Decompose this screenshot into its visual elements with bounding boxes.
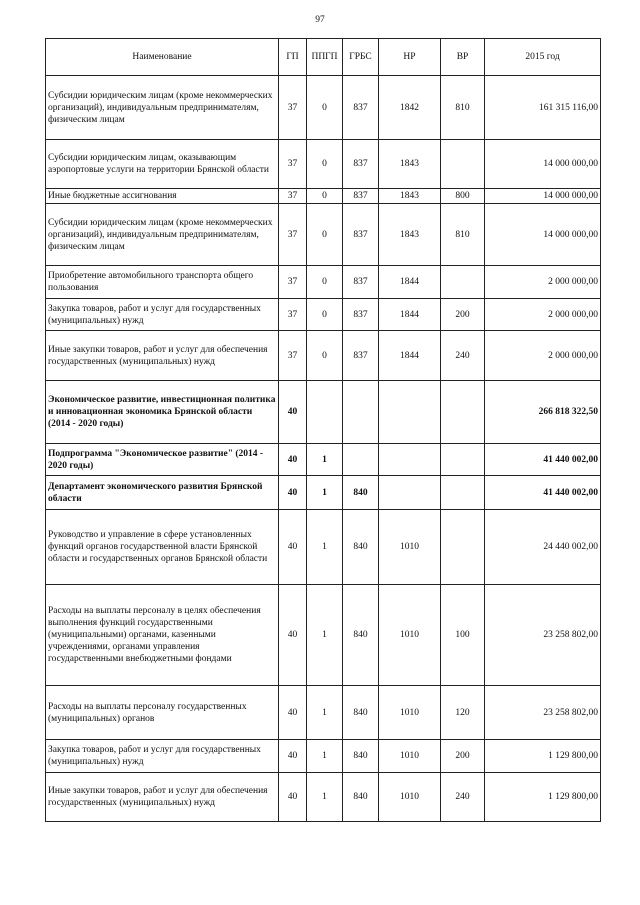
row-gp: 40 (279, 686, 307, 740)
row-amount: 1 129 800,00 (485, 773, 601, 822)
table-row (46, 585, 601, 686)
row-name: Расходы на выплаты персоналу государственных (муниципальных) органов (46, 686, 279, 740)
row-ppgp: 1 (307, 773, 343, 822)
row-vr (441, 140, 485, 189)
table-row (46, 476, 601, 510)
table-row (46, 266, 601, 299)
row-gp: 40 (279, 510, 307, 585)
row-amount: 41 440 002,00 (485, 476, 601, 510)
row-amount: 2 000 000,00 (485, 299, 601, 331)
row-name: Иные бюджетные ассигнования (46, 189, 279, 204)
row-vr (441, 510, 485, 585)
row-gp: 40 (279, 444, 307, 476)
row-ppgp: 1 (307, 740, 343, 773)
row-nr (379, 476, 441, 510)
row-gp: 37 (279, 189, 307, 204)
row-grbs: 837 (343, 331, 379, 381)
row-name: Экономическое развитие, инвестиционная политика и инновационная экономика Брянской области (2014 - 2020 годы) (46, 381, 279, 444)
row-nr: 1843 (379, 140, 441, 189)
row-nr: 1843 (379, 204, 441, 266)
row-grbs: 840 (343, 773, 379, 822)
table-row (46, 140, 601, 189)
row-nr: 1010 (379, 585, 441, 686)
table-row (46, 381, 601, 444)
page-number: 97 (315, 15, 325, 25)
row-nr: 1010 (379, 740, 441, 773)
row-ppgp (307, 381, 343, 444)
table-row (46, 76, 601, 140)
row-amount: 161 315 116,00 (485, 76, 601, 140)
row-gp: 37 (279, 140, 307, 189)
row-ppgp: 1 (307, 476, 343, 510)
header-nr: НР (379, 39, 441, 76)
header-ppgp: ППГП (307, 39, 343, 76)
row-amount: 24 440 002,00 (485, 510, 601, 585)
row-name: Закупка товаров, работ и услуг для государственных (муниципальных) нужд (46, 299, 279, 331)
row-amount: 23 258 802,00 (485, 585, 601, 686)
row-nr: 1842 (379, 76, 441, 140)
header-year: 2015 год (485, 39, 601, 76)
row-nr: 1844 (379, 299, 441, 331)
table-row (46, 510, 601, 585)
row-vr: 810 (441, 204, 485, 266)
row-gp: 37 (279, 266, 307, 299)
row-amount: 41 440 002,00 (485, 444, 601, 476)
budget-table (45, 38, 601, 822)
row-grbs: 840 (343, 686, 379, 740)
row-nr: 1844 (379, 266, 441, 299)
row-name: Закупка товаров, работ и услуг для государственных (муниципальных) нужд (46, 740, 279, 773)
row-name: Субсидии юридическим лицам, оказывающим аэропортовые услуги на территории Брянской области (46, 140, 279, 189)
row-gp: 40 (279, 773, 307, 822)
table-row (46, 740, 601, 773)
row-ppgp: 0 (307, 140, 343, 189)
row-grbs: 837 (343, 189, 379, 204)
row-ppgp: 0 (307, 204, 343, 266)
row-vr: 100 (441, 585, 485, 686)
row-amount: 266 818 322,50 (485, 381, 601, 444)
row-nr: 1843 (379, 189, 441, 204)
table-row (46, 204, 601, 266)
row-vr: 200 (441, 740, 485, 773)
row-grbs: 837 (343, 266, 379, 299)
row-nr: 1010 (379, 773, 441, 822)
row-vr: 200 (441, 299, 485, 331)
row-ppgp: 0 (307, 331, 343, 381)
row-name: Иные закупки товаров, работ и услуг для обеспечения государственных (муниципальных) нужд (46, 773, 279, 822)
row-vr: 800 (441, 189, 485, 204)
row-grbs: 840 (343, 476, 379, 510)
row-amount: 2 000 000,00 (485, 266, 601, 299)
row-grbs: 837 (343, 204, 379, 266)
row-gp: 37 (279, 76, 307, 140)
row-amount: 23 258 802,00 (485, 686, 601, 740)
row-vr: 240 (441, 773, 485, 822)
row-vr (441, 444, 485, 476)
table-row (46, 444, 601, 476)
table-row (46, 331, 601, 381)
row-ppgp: 0 (307, 299, 343, 331)
row-gp: 37 (279, 331, 307, 381)
header-vr: ВР (441, 39, 485, 76)
row-amount: 14 000 000,00 (485, 189, 601, 204)
row-name: Субсидии юридическим лицам (кроме некоммерческих организаций), индивидуальным предпринимателям, физическим лицам (46, 76, 279, 140)
row-vr (441, 381, 485, 444)
row-name: Руководство и управление в сфере установленных функций органов государственной власти Брянской области и государственных органов Брянской области (46, 510, 279, 585)
row-grbs: 840 (343, 740, 379, 773)
row-name: Иные закупки товаров, работ и услуг для обеспечения государственных (муниципальных) нужд (46, 331, 279, 381)
header-name: Наименование (46, 39, 279, 76)
header-grbs: ГРБС (343, 39, 379, 76)
row-nr (379, 381, 441, 444)
row-ppgp: 1 (307, 585, 343, 686)
row-ppgp: 0 (307, 76, 343, 140)
row-grbs: 837 (343, 76, 379, 140)
row-ppgp: 1 (307, 444, 343, 476)
row-amount: 1 129 800,00 (485, 740, 601, 773)
table-row (46, 299, 601, 331)
row-gp: 40 (279, 585, 307, 686)
row-gp: 37 (279, 299, 307, 331)
row-grbs: 840 (343, 585, 379, 686)
header-row (46, 39, 601, 76)
table-row (46, 773, 601, 822)
row-amount: 14 000 000,00 (485, 140, 601, 189)
row-grbs: 837 (343, 299, 379, 331)
row-vr (441, 266, 485, 299)
row-grbs: 840 (343, 510, 379, 585)
row-gp: 37 (279, 204, 307, 266)
row-ppgp: 1 (307, 510, 343, 585)
row-ppgp: 0 (307, 189, 343, 204)
table-row (46, 686, 601, 740)
row-vr: 810 (441, 76, 485, 140)
header-gp: ГП (279, 39, 307, 76)
row-name: Приобретение автомобильного транспорта общего пользования (46, 266, 279, 299)
row-grbs (343, 381, 379, 444)
row-vr: 120 (441, 686, 485, 740)
row-gp: 40 (279, 381, 307, 444)
row-gp: 40 (279, 476, 307, 510)
row-vr: 240 (441, 331, 485, 381)
row-nr: 1844 (379, 331, 441, 381)
row-nr: 1010 (379, 510, 441, 585)
row-grbs: 837 (343, 140, 379, 189)
row-nr: 1010 (379, 686, 441, 740)
row-nr (379, 444, 441, 476)
row-ppgp: 0 (307, 266, 343, 299)
row-name: Субсидии юридическим лицам (кроме некоммерческих организаций), индивидуальным предпринимателям, физическим лицам (46, 204, 279, 266)
row-ppgp: 1 (307, 686, 343, 740)
row-name: Подпрограмма "Экономическое развитие" (2014 - 2020 годы) (46, 444, 279, 476)
row-amount: 14 000 000,00 (485, 204, 601, 266)
row-grbs (343, 444, 379, 476)
row-name: Расходы на выплаты персоналу в целях обеспечения выполнения функций государственными (муниципальными) органами, казенными учреждениями, органами управления государственными внебюджетными фондами (46, 585, 279, 686)
row-name: Департамент экономического развития Брянской области (46, 476, 279, 510)
row-gp: 40 (279, 740, 307, 773)
row-vr (441, 476, 485, 510)
row-amount: 2 000 000,00 (485, 331, 601, 381)
table-row (46, 189, 601, 204)
